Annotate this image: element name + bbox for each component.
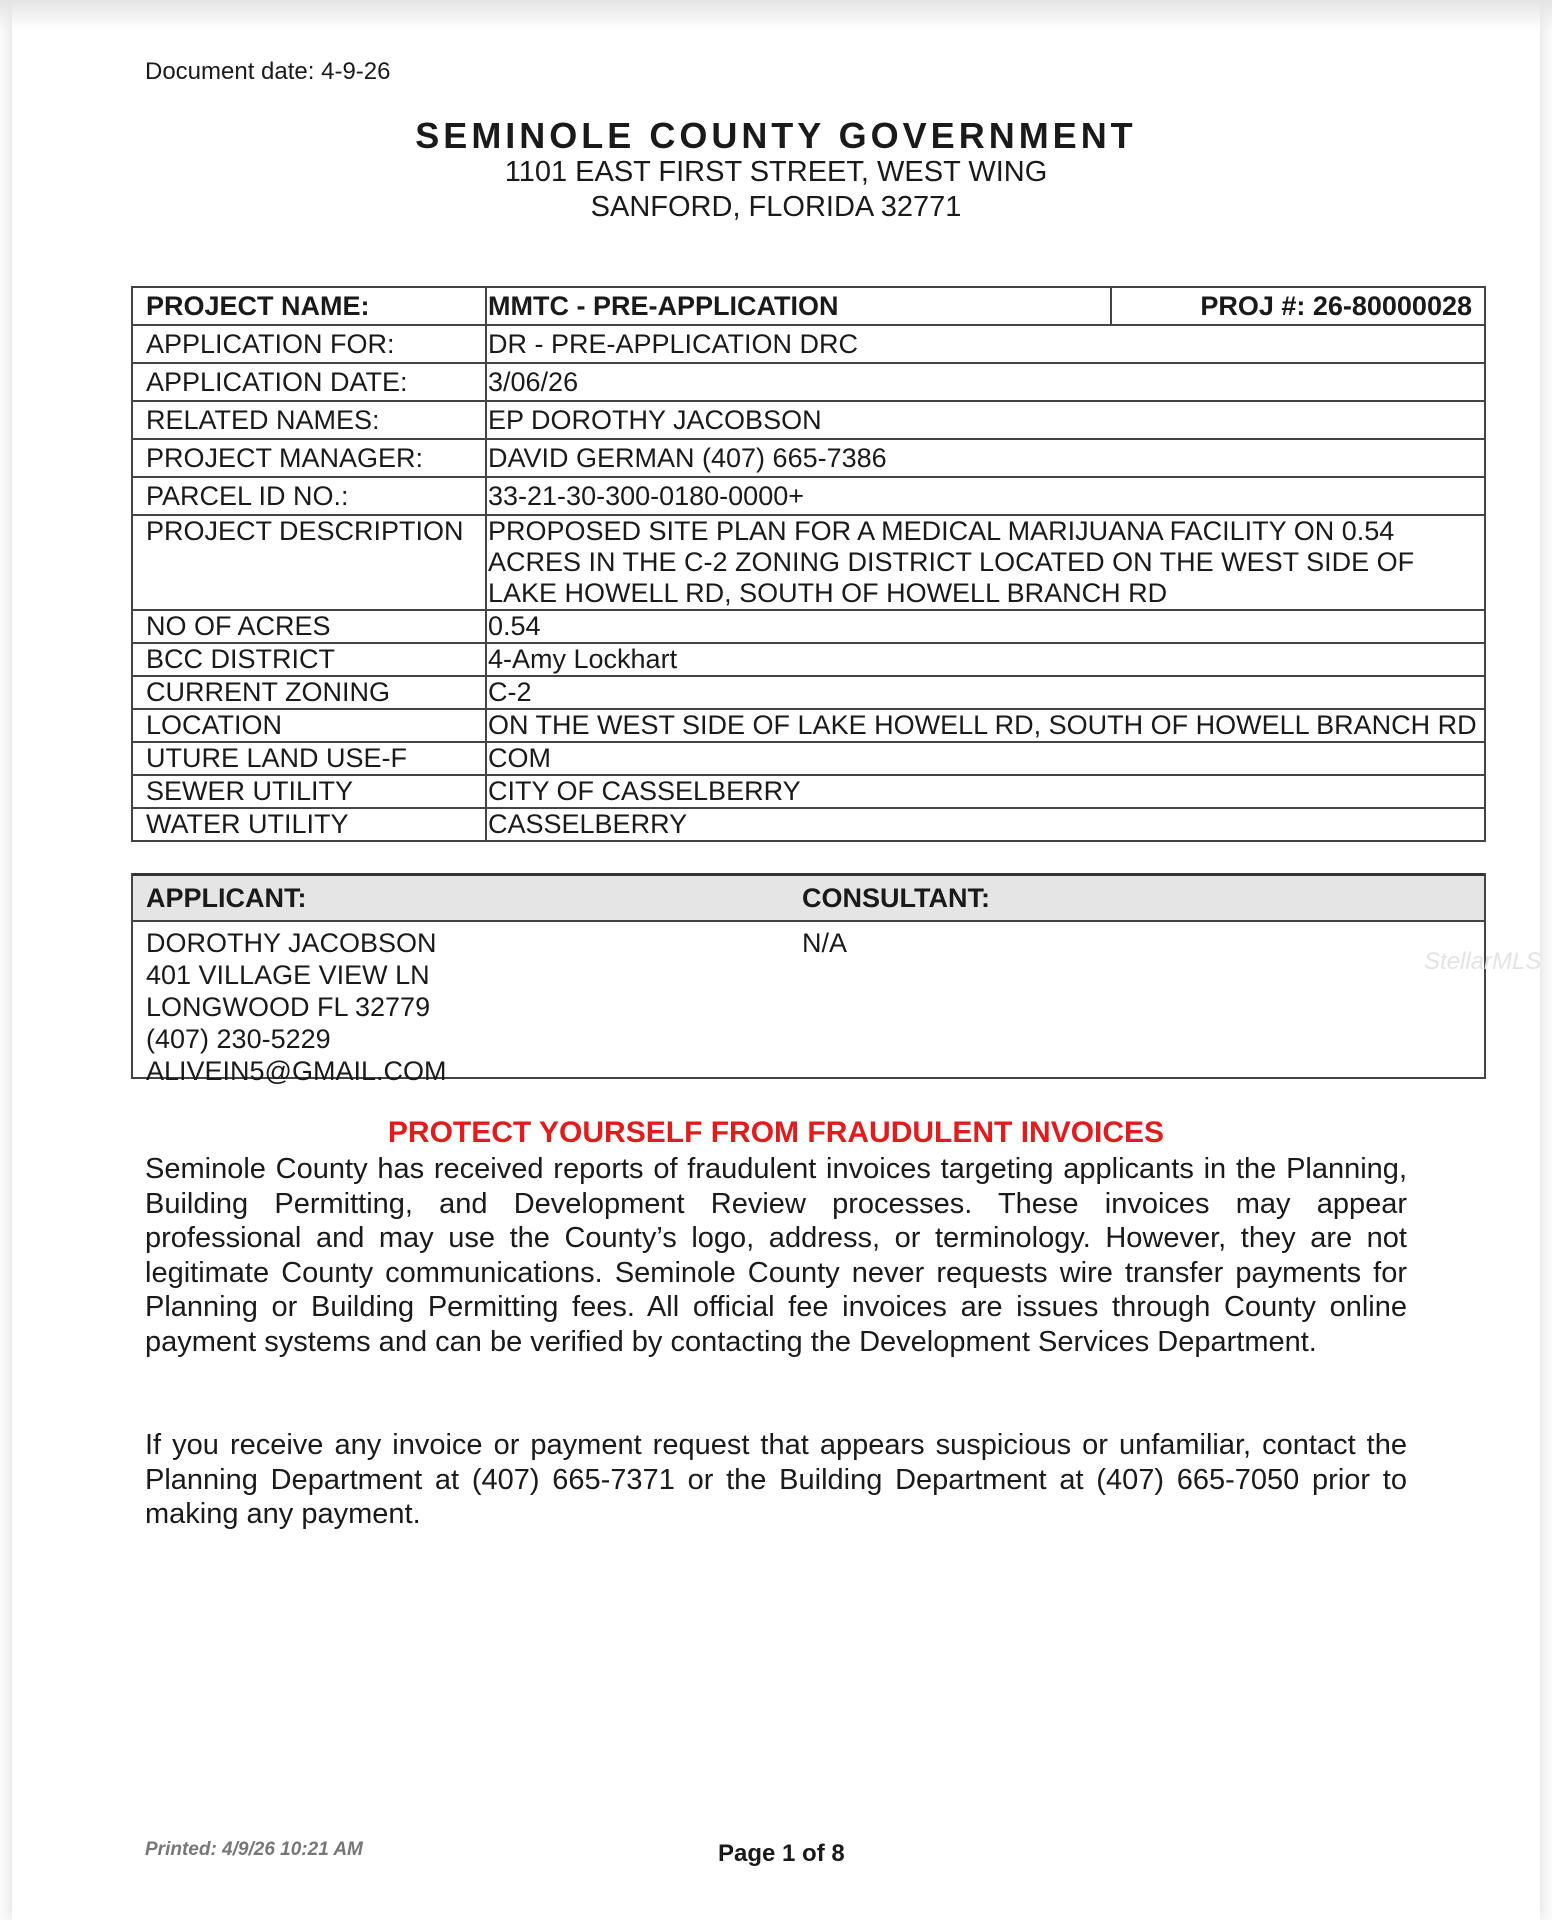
row-value: PROPOSED SITE PLAN FOR A MEDICAL MARIJUANA FACILITY ON 0.54 ACRES IN THE C-2 ZONING DISTRICT LOCATED ON THE WEST SIDE OF LAKE HOWELL RD, SOUTH OF HOWELL BRANCH RD — [486, 515, 1485, 610]
row-label: BCC DISTRICT — [132, 643, 486, 676]
fraud-notice-title: PROTECT YOURSELF FROM FRAUDULENT INVOICES — [387, 1116, 1165, 1149]
table-row — [132, 363, 1485, 401]
table-row — [132, 477, 1485, 515]
row-label: LOCATION — [132, 709, 486, 742]
row-value: 0.54 — [486, 610, 1485, 643]
consultant-label: CONSULTANT: — [802, 883, 990, 913]
applicant-phone: (407) 230-5229 — [146, 1024, 331, 1054]
table-row — [132, 709, 1485, 742]
project-name-label: PROJECT NAME: — [132, 287, 486, 325]
row-value: DR - PRE-APPLICATION DRC — [486, 325, 1485, 363]
project-info-table — [131, 286, 1486, 842]
row-value: 33-21-30-300-0180-0000+ — [486, 477, 1485, 515]
row-value: ON THE WEST SIDE OF LAKE HOWELL RD, SOUTH OF HOWELL BRANCH RD — [486, 709, 1485, 742]
org-address-line2: SANFORD, FLORIDA 32771 — [590, 191, 962, 223]
table-row — [132, 401, 1485, 439]
fraud-notice-paragraph-1: Seminole County has received reports of fraudulent invoices targeting applicants in the Planning, Building Permitting, and Development Review processes. These invoices may appear professional and may use the County’s logo, address, or terminology. However, they are not legitimate County communications. Seminole County never requests wire transfer payments for Planning or Building Permitting fees. All official fee invoices are issues through County online payment systems and can be verified by contacting the Development Services Department. — [145, 1153, 1407, 1358]
row-value: 3/06/26 — [486, 363, 1485, 401]
fraud-notice-paragraph-2: If you receive any invoice or payment request that appears suspicious or unfamiliar, contact the Planning Department at (407) 665-7371 or the Building Department at (407) 665-7050 prior to making any payment. — [145, 1429, 1407, 1530]
applicant-details — [146, 928, 446, 1088]
table-row-project-name — [132, 287, 1485, 325]
row-label: RELATED NAMES: — [132, 401, 486, 439]
table-row — [132, 808, 1485, 841]
row-value: EP DOROTHY JACOBSON — [486, 401, 1485, 439]
applicant-consultant-box — [131, 873, 1486, 1086]
row-label: NO OF ACRES — [132, 610, 486, 643]
table-row — [132, 610, 1485, 643]
applicant-street: 401 VILLAGE VIEW LN — [146, 960, 430, 990]
row-label: CURRENT ZONING — [132, 676, 486, 709]
table-row — [132, 676, 1485, 709]
table-row — [132, 515, 1485, 610]
org-name: SEMINOLE COUNTY GOVERNMENT — [415, 115, 1137, 156]
watermark: StellarMLS — [1424, 948, 1542, 975]
row-label: APPLICATION DATE: — [132, 363, 486, 401]
top-shadow — [0, 0, 1552, 30]
project-name-value: MMTC - PRE-APPLICATION — [486, 287, 1111, 325]
applicant-label: APPLICANT: — [146, 883, 307, 913]
applicant-city: LONGWOOD FL 32779 — [146, 992, 431, 1022]
applicant-name: DOROTHY JACOBSON — [146, 928, 437, 958]
applicant-consultant-header — [133, 873, 1484, 922]
printed-timestamp: Printed: 4/9/26 10:21 AM — [145, 1839, 363, 1860]
row-label: UTURE LAND USE-F — [132, 742, 486, 775]
row-label: PROJECT MANAGER: — [132, 439, 486, 477]
table-row — [132, 325, 1485, 363]
row-label: SEWER UTILITY — [132, 775, 486, 808]
consultant-value: N/A — [802, 928, 848, 958]
project-number: PROJ #: 26-80000028 — [1111, 287, 1485, 325]
row-value: COM — [486, 742, 1485, 775]
document-date: Document date: 4-9-26 — [145, 58, 391, 85]
row-label: WATER UTILITY — [132, 808, 486, 841]
row-value: CITY OF CASSELBERRY — [486, 775, 1485, 808]
row-value: 4-Amy Lockhart — [486, 643, 1485, 676]
applicant-email: ALIVEIN5@GMAIL.COM — [146, 1056, 447, 1086]
page-number: Page 1 of 8 — [718, 1840, 845, 1867]
row-label: PARCEL ID NO.: — [132, 477, 486, 515]
table-row — [132, 643, 1485, 676]
table-row — [132, 775, 1485, 808]
table-row — [132, 439, 1485, 477]
row-value: CASSELBERRY — [486, 808, 1485, 841]
row-label: PROJECT DESCRIPTION — [132, 515, 486, 610]
table-row — [132, 742, 1485, 775]
row-label: APPLICATION FOR: — [132, 325, 486, 363]
row-value: DAVID GERMAN (407) 665-7386 — [486, 439, 1485, 477]
org-address-line1: 1101 EAST FIRST STREET, WEST WING — [504, 156, 1048, 188]
row-value: C-2 — [486, 676, 1485, 709]
